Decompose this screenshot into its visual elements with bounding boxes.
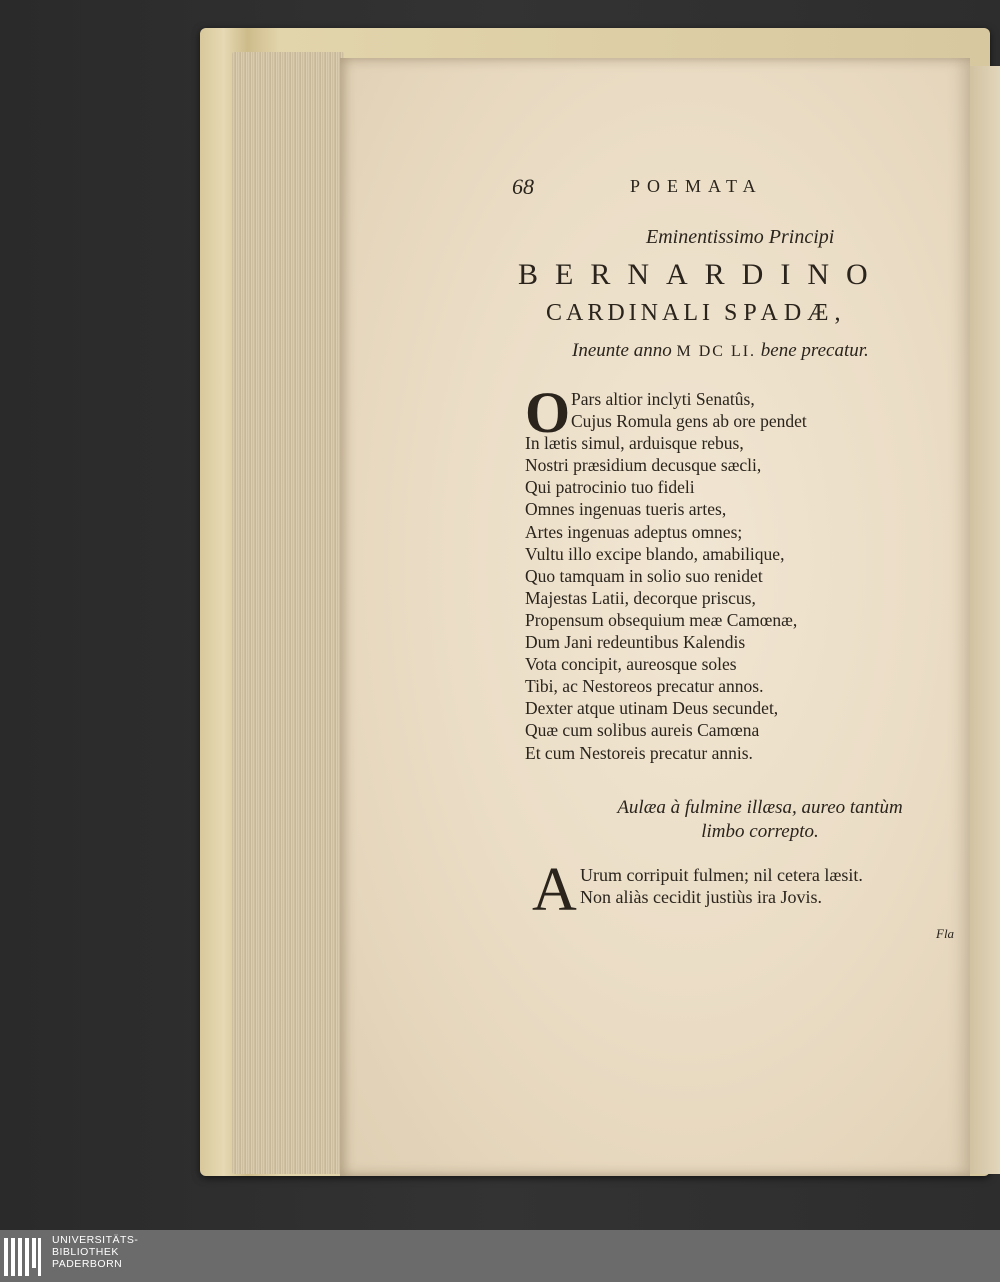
verse-line: Quæ cum solibus aureis Camœna [525, 720, 760, 741]
verse-line: Pars altior inclyti Senatûs, [571, 389, 755, 409]
verse-line: Propensum obsequium meæ Camœnæ, [525, 609, 798, 630]
page-edges [232, 52, 344, 1174]
dedicatee-title-a: CARDINALI [546, 300, 714, 326]
verse-line: Vota concipit, aureosque soles [525, 654, 737, 675]
dedicatee-title-b: SPADÆ, [724, 300, 847, 326]
dedicatee-title [546, 300, 847, 327]
verse-line: Nostri præsidium decusque sæcli, [525, 455, 762, 476]
verse-line: Dum Jani redeuntibus Kalendis [525, 632, 746, 653]
verse-line: Et cum Nestoreis precatur annis. [525, 742, 753, 763]
drop-cap: O [525, 380, 571, 445]
dateline-year: M DC LI. [676, 343, 757, 360]
verse-line: Non aliàs cecidit justiùs ira Jovis. [580, 887, 822, 907]
verse-line: Tibi, ac Nestoreos precatur annos. [525, 676, 764, 697]
verse-line: Qui patrocinio tuo fideli [525, 477, 695, 498]
library-logo-icon [4, 1238, 44, 1276]
running-head: POEMATA [630, 176, 763, 196]
verse-line: Omnes ingenuas tueris artes, [525, 499, 727, 520]
library-footer [0, 1230, 1000, 1282]
verse-line: Vultu illo excipe blando, amabilique, [525, 543, 785, 564]
catchword: Fla [936, 926, 955, 941]
page-header [512, 174, 932, 204]
verse-line: Dexter atque utinam Deus secundet, [525, 698, 779, 719]
page-number: 68 [512, 174, 534, 199]
poem-two-title-line2: limbo correpto. [701, 821, 819, 842]
library-name-line1: UNIVERSITÄTS- [52, 1234, 139, 1246]
poem-two [532, 856, 932, 924]
poem-one [525, 380, 925, 764]
verse-line: Cujus Romula gens ab ore pendet [571, 411, 807, 432]
dedicatee-name: BERNARDINO [518, 258, 885, 291]
book-page [340, 58, 970, 1176]
library-name [52, 1234, 138, 1270]
dateline [572, 340, 869, 362]
verse-line: In lætis simul, arduisque rebus, [525, 433, 744, 454]
poem-two-title-line1: Aulæa à fulmine illæsa, aureo tantùm [617, 797, 903, 818]
verse-line: Artes ingenuas adeptus omnes; [525, 521, 743, 542]
verse-line: Urum corripuit fulmen; nil cetera læsit. [580, 865, 863, 885]
drop-cap: A [532, 856, 577, 924]
dateline-b: bene precatur. [760, 340, 869, 361]
dateline-a: Ineunte anno [572, 340, 672, 361]
library-name-line2: BIBLIOTHEK [52, 1246, 119, 1258]
verse-line: Quo tamquam in solio suo renidet [525, 565, 763, 586]
poem-two-title [580, 796, 940, 844]
verse-line: Majestas Latii, decorque priscus, [525, 587, 756, 608]
library-name-line3: PADERBORN [52, 1258, 123, 1270]
dedication-line: Eminentissimo Principi [646, 226, 835, 248]
